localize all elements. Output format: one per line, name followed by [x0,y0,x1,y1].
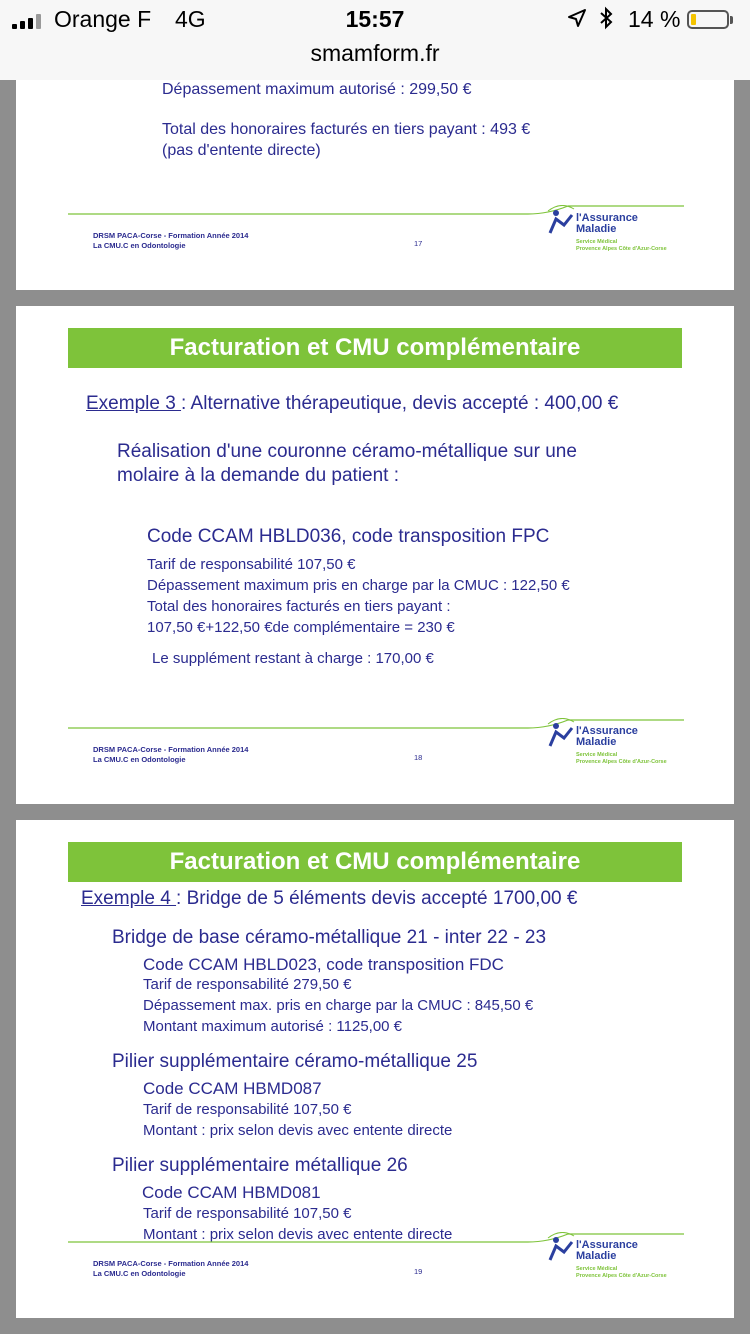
slide-text: Bridge de base céramo-métallique 21 - inter 22 - 23 [112,927,547,948]
slide-text: Réalisation d'une couronne céramo-métallique sur une [117,441,577,462]
battery-fill [691,14,696,25]
slide-text: Montant : prix selon devis avec entente directe [143,1226,453,1243]
slide-text: 107,50 €+122,50 €de complémentaire = 230 € [147,619,455,636]
slide-text: Total des honoraires facturés en tiers payant : 493 € [162,121,531,138]
example-text: : Alternative thérapeutique, devis accepté : 400,00 € [181,393,619,414]
slide-title: Facturation et CMU complémentaire [68,328,682,368]
logo-sub: Provence Alpes Côte d'Azur-Corse [576,246,667,252]
example-label: Exemple 3 [86,393,182,414]
slide-text: Pilier supplémentaire métallique 26 [112,1155,408,1176]
slide-17 [16,80,734,290]
logo-figure-icon [546,205,576,239]
slide-text: Total des honoraires facturés en tiers payant : [147,598,451,615]
logo-name: l'Assurance [576,1239,638,1251]
url-bar[interactable]: smamform.fr [310,40,440,66]
footer-line-2: La CMU.C en Odontologie [93,241,186,250]
clock: 15:57 [345,6,405,32]
carrier-name: Orange F [54,6,152,32]
logo-sub: Service Médical [576,239,618,245]
logo-sub: Provence Alpes Côte d'Azur-Corse [576,759,667,765]
slide-text: (pas d'entente directe) [162,142,321,159]
location-arrow-icon [567,8,587,28]
logo-name: Maladie [576,1250,617,1262]
slide-text: Montant maximum autorisé : 1125,00 € [143,1018,403,1035]
slide-text: Code CCAM HBLD023, code transposition FDC [143,955,504,974]
page-number: 18 [414,753,423,762]
logo-name: l'Assurance [576,725,638,737]
logo-sub: Provence Alpes Côte d'Azur-Corse [576,1273,667,1279]
slide-text: Dépassement maximum pris en charge par la CMUC : 122,50 € [147,577,570,594]
footer-line-1: DRSM PACA-Corse - Formation Année 2014 [93,745,249,754]
slide-text: Dépassement max. pris en charge par la CMUC : 845,50 € [143,997,534,1014]
assurance-maladie-logo [546,718,686,778]
logo-figure-icon [546,718,576,752]
logo-sub: Service Médical [576,752,618,758]
slide-text: Tarif de responsabilité 107,50 € [147,556,356,573]
footer-line-2: La CMU.C en Odontologie [93,755,186,764]
slide-text: Code CCAM HBMD081 [142,1183,321,1202]
slide-text: Code CCAM HBMD087 [143,1079,322,1098]
logo-name: Maladie [576,736,617,748]
slide-text: Code CCAM HBLD036, code transposition FPC [147,526,550,547]
logo-figure-icon [546,1232,576,1266]
slide-text: Dépassement maximum autorisé : 299,50 € [162,81,472,98]
assurance-maladie-logo [546,205,686,265]
slide-text: Montant : prix selon devis avec entente directe [143,1122,453,1139]
slide-18 [16,306,734,804]
network-type: 4G [175,6,206,32]
status-bar [0,0,750,80]
footer-line-1: DRSM PACA-Corse - Formation Année 2014 [93,1259,249,1268]
slide-19 [16,820,734,1318]
page-number: 17 [414,239,423,248]
logo-sub: Service Médical [576,1266,618,1272]
bluetooth-icon [598,6,614,30]
example-heading [81,888,577,910]
slide-text: Pilier supplémentaire céramo-métallique 25 [112,1051,478,1072]
slide-text: Le supplément restant à charge : 170,00 € [152,650,434,667]
assurance-maladie-logo [546,1232,686,1292]
footer-line-2: La CMU.C en Odontologie [93,1269,186,1278]
page-number: 19 [414,1267,423,1276]
example-label: Exemple 4 [81,888,177,909]
example-heading [86,393,618,415]
slide-text: Tarif de responsabilité 107,50 € [143,1205,352,1222]
slide-text: Tarif de responsabilité 279,50 € [143,976,352,993]
battery-icon [687,10,729,29]
slide-title: Facturation et CMU complémentaire [68,842,682,882]
logo-name: Maladie [576,223,617,235]
footer-line-1: DRSM PACA-Corse - Formation Année 2014 [93,231,249,240]
logo-name: l'Assurance [576,212,638,224]
battery-percent: 14 % [628,6,681,32]
slide-text: Tarif de responsabilité 107,50 € [143,1101,352,1118]
slide-text: molaire à la demande du patient : [117,465,400,486]
example-text: : Bridge de 5 éléments devis accepté 1700,00 € [176,888,578,909]
